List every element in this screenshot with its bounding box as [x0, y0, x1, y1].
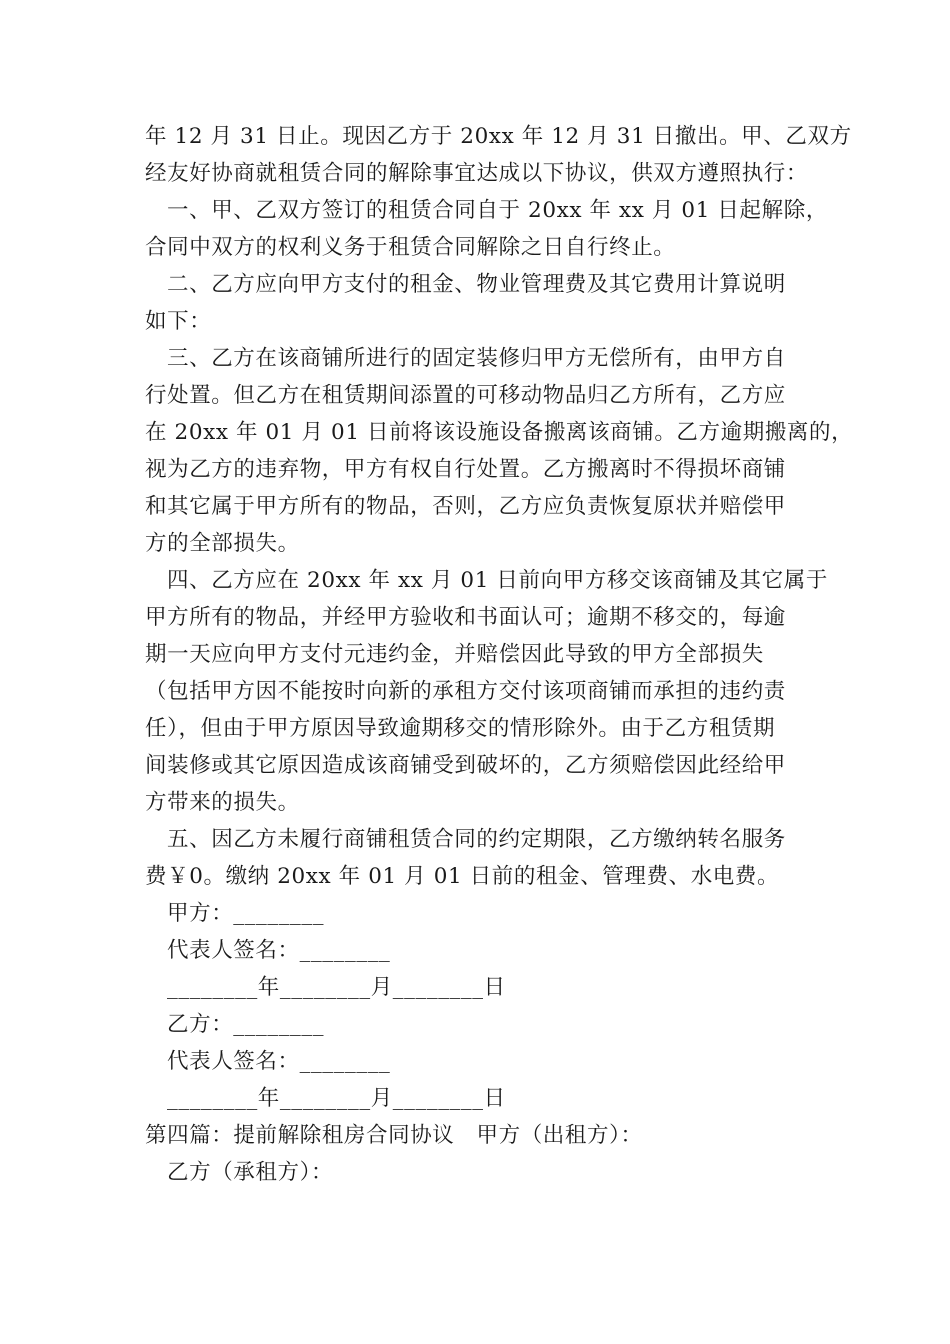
document-line: 任），但由于甲方原因导致逾期移交的情形除外。由于乙方租赁期 — [145, 716, 776, 741]
document-line: 方带来的损失。 — [145, 790, 300, 815]
document-line: 期一天应向甲方支付元违约金，并赔偿因此导致的甲方全部损失 — [145, 642, 764, 667]
document-line: 一、甲、乙双方签订的租赁合同自于 20xx 年 xx 月 01 日起解除， — [167, 198, 828, 223]
document-line: 如下： — [145, 309, 212, 334]
document-line: 年 12 月 31 日止。现因乙方于 20xx 年 12 月 31 日撤出。甲、乙双方 — [145, 124, 852, 149]
document-body — [145, 118, 854, 1191]
document-line: ________年________月________日 — [167, 1086, 506, 1111]
document-line: 第四篇：提前解除租房合同协议 甲方（出租方）： — [145, 1123, 643, 1148]
document-line: 经友好协商就租赁合同的解除事宜达成以下协议，供双方遵照执行： — [145, 161, 809, 186]
document-line: 费￥0。缴纳 20xx 年 01 月 01 日前的租金、管理费、水电费。 — [145, 864, 780, 889]
document-line: 甲方所有的物品，并经甲方验收和书面认可；逾期不移交的，每逾 — [145, 605, 786, 630]
document-line: 行处置。但乙方在租赁期间添置的可移动物品归乙方所有，乙方应 — [145, 383, 786, 408]
document-line: 视为乙方的违弃物，甲方有权自行处置。乙方搬离时不得损坏商铺 — [145, 457, 786, 482]
document-line: 在 20xx 年 01 月 01 日前将该设施设备搬离该商铺。乙方逾期搬离的， — [145, 420, 854, 445]
document-line: 甲方：________ — [167, 901, 325, 926]
document-line: 方的全部损失。 — [145, 531, 300, 556]
document-line: 间装修或其它原因造成该商铺受到破坏的，乙方须赔偿因此经给甲 — [145, 753, 786, 778]
document-line: 和其它属于甲方所有的物品，否则，乙方应负责恢复原状并赔偿甲 — [145, 494, 786, 519]
document-line: 代表人签名：________ — [167, 1049, 391, 1074]
document-line: 三、乙方在该商铺所进行的固定装修归甲方无偿所有，由甲方自 — [167, 346, 786, 371]
document-line: 乙方：________ — [167, 1012, 325, 1037]
document-line: 二、乙方应向甲方支付的租金、物业管理费及其它费用计算说明 — [167, 272, 786, 297]
document-line: 五、因乙方未履行商铺租赁合同的约定期限，乙方缴纳转名服务 — [167, 827, 786, 852]
document-line: 合同中双方的权利义务于租赁合同解除之日自行终止。 — [145, 235, 676, 260]
document-line: 乙方（承租方）： — [167, 1160, 334, 1185]
document-line: ________年________月________日 — [167, 975, 506, 1000]
document-line: 代表人签名：________ — [167, 938, 391, 963]
document-line: 四、乙方应在 20xx 年 xx 月 01 日前向甲方移交该商铺及其它属于 — [167, 568, 828, 593]
document-line: （包括甲方因不能按时向新的承租方交付该项商铺而承担的违约责 — [145, 679, 786, 704]
